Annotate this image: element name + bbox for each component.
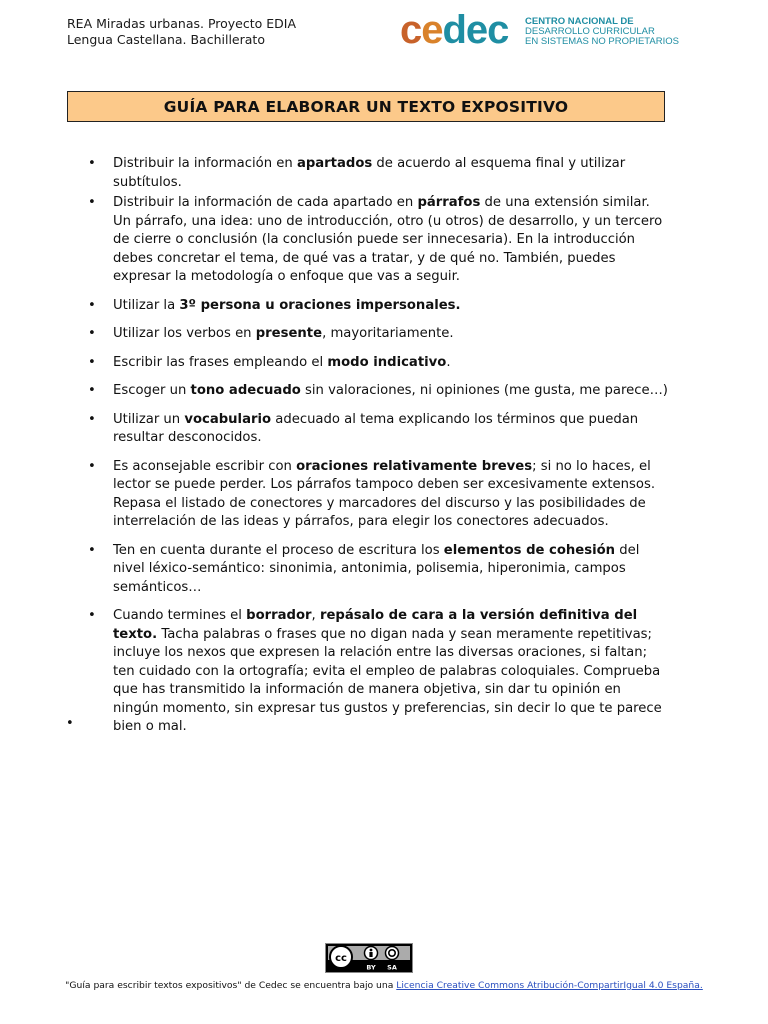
page-title: GUÍA PARA ELABORAR UN TEXTO EXPOSITIVO [67,91,665,122]
emphasis: 3º persona u oraciones impersonales. [179,297,461,313]
license-footer [60,980,708,992]
document-header [67,16,296,48]
list-item: • Utilizar un vocabulario adecuado al tema explicando los términos que puedan resultar desconocidos. [88,411,668,448]
share-alike-icon [386,947,399,960]
svg-text:SA: SA [387,963,397,972]
license-link[interactable]: Licencia Creative Commons Atribución-CompartirIgual 4.0 España. [396,980,703,991]
list-item: • Escoger un tono adecuado sin valoraciones, ni opiniones (me gusta, me parece…) [88,382,668,401]
emphasis: tono adecuado [190,383,301,398]
empty-bullet: • [66,716,74,731]
emphasis: modo indicativo [327,354,447,370]
emphasis: apartados [296,156,373,171]
cedec-logo-wordmark: cedec [400,8,509,52]
cedec-logo-subtitle: CENTRO NACIONAL DE DESARROLLO CURRICULAR EN SISTEMAS NO PROPIETARIOS [525,16,679,47]
list-item: • Es aconsejable escribir con oraciones relativamente breves; si no lo haces, el lector se puede perder. Los párrafos tampoco deben ser excesivamente extensos. Repasa el listado de conectores y marcadores del discurso y las posibilidades de interrelación de las ideas y párrafos, para elegir los conectores adecuados. [88,458,668,532]
license-text: "Guía para escribir textos expositivos" de Cedec se encuentra bajo una [65,980,397,991]
emphasis: presente [255,326,323,341]
emphasis: vocabulario [184,411,272,427]
list-item: • Cuando termines el borrador, repásalo de cara a la versión definitiva del texto. Tacha palabras o frases que no digan nada y sean meramente repetitivas; incluye los nexos que expresen la relación entre las diversas oraciones, si faltan; ten cuidado con la ortografía; evita el empleo de palabras coloquiales. Comprueba que has transmitido la información de manera objetiva, sin dar tu opinión en ningún momento, sin expresar tus gustos y preferencias, sin decir lo que te parece bien o mal. [88,607,668,737]
emphasis: elementos de cohesión [443,542,616,558]
header-course-line: Lengua Castellana. Bachillerato [67,32,265,47]
emphasis: párrafos [417,195,481,210]
emphasis: oraciones relativamente breves [296,458,533,474]
svg-text:cc: cc [335,953,347,964]
emphasis: repásalo de cara a la versión definitiva del texto. [113,608,638,642]
list-item: • Ten en cuenta durante el proceso de escritura los elementos de cohesión del nivel léxico-semántico: sinonimia, antonimia, polisemia, hiperonimia, campos semánticos… [88,542,668,598]
guide-content [88,155,668,747]
list-item: • Escribir las frases empleando el modo indicativo. [88,354,668,373]
header-project-line: REA Miradas urbanas. Proyecto EDIA [67,16,297,31]
list-item: • Utilizar los verbos en presente, mayoritariamente. [88,325,668,344]
emphasis: borrador [246,608,312,623]
list-item: • Distribuir la información de cada apartado en párrafos de una extensión similar. Un párrafo, una idea: uno de introducción, otro (u otros) de desarrollo, y un tercero de cierre o conclusión (la conclusión puede ser innecesaria). En la introducción debes concretar el tema, de qué vas a tratar, y de qué no. También, puedes expresar la metodología o enfoque que vas a seguir. [88,194,668,287]
svg-text:BY: BY [366,963,376,972]
cc-license-badge[interactable] [325,943,413,973]
list-item: • Distribuir la información en apartados de acuerdo al esquema final y utilizar subtítulos. [88,155,668,192]
list-item: • Utilizar la 3º persona u oraciones impersonales. [88,297,668,316]
guide-list [88,155,668,737]
